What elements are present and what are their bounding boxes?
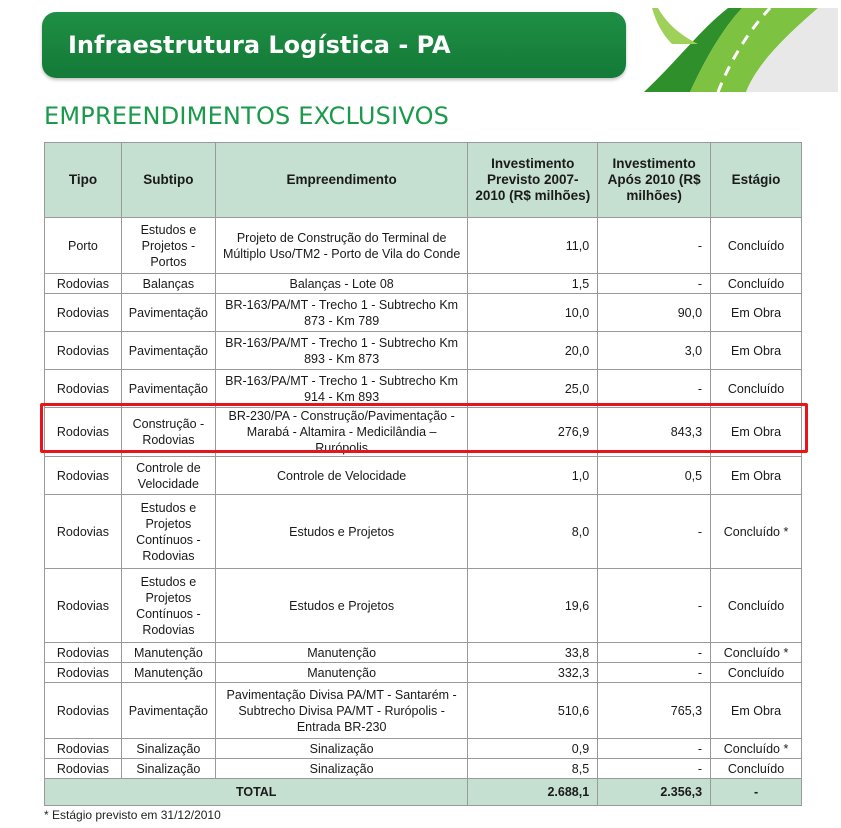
cell-estagio: Concluído *	[711, 739, 802, 759]
cell-tipo: Rodovias	[45, 370, 122, 408]
cell-investimento-apos: -	[598, 663, 711, 683]
section-title: EMPREENDIMENTOS EXCLUSIVOS	[44, 102, 450, 130]
cell-subtipo: Estudos e Projetos - Portos	[121, 218, 215, 274]
table-row	[45, 683, 802, 739]
cell-investimento-apos: -	[598, 495, 711, 569]
cell-investimento-previsto: 33,8	[468, 643, 598, 663]
cell-investimento-previsto: 8,5	[468, 759, 598, 779]
cell-estagio: Concluído	[711, 569, 802, 643]
cell-empreendimento: Pavimentação Divisa PA/MT - Santarém - Subtrecho Divisa PA/MT - Rurópolis - Entrada BR-230	[215, 683, 468, 739]
header-tipo: Tipo	[45, 143, 122, 218]
table-row	[45, 408, 802, 457]
cell-empreendimento: Controle de Velocidade	[215, 457, 468, 495]
cell-tipo: Rodovias	[45, 569, 122, 643]
total-previsto: 2.688,1	[468, 779, 598, 806]
cell-investimento-previsto: 332,3	[468, 663, 598, 683]
cell-subtipo: Balanças	[121, 274, 215, 294]
cell-tipo: Rodovias	[45, 759, 122, 779]
table-header-row	[45, 143, 802, 218]
cell-empreendimento: BR-163/PA/MT - Trecho 1 - Subtrecho Km 893 - Km 873	[215, 332, 468, 370]
cell-empreendimento: BR-163/PA/MT - Trecho 1 - Subtrecho Km 873 - Km 789	[215, 294, 468, 332]
cell-subtipo: Pavimentação	[121, 370, 215, 408]
table-row	[45, 495, 802, 569]
cell-estagio: Concluído	[711, 370, 802, 408]
cell-estagio: Em Obra	[711, 457, 802, 495]
cell-empreendimento: BR-230/PA - Construção/Pavimentação - Marabá - Altamira - Medicilândia – Rurópolis	[215, 408, 468, 457]
table-row	[45, 218, 802, 274]
cell-tipo: Rodovias	[45, 663, 122, 683]
cell-subtipo: Manutenção	[121, 663, 215, 683]
cell-investimento-apos: 765,3	[598, 683, 711, 739]
cell-investimento-previsto: 11,0	[468, 218, 598, 274]
cell-investimento-previsto: 10,0	[468, 294, 598, 332]
header-investimento-previsto: Investimento Previsto 2007-2010 (R$ milhões)	[468, 143, 598, 218]
cell-estagio: Concluído	[711, 663, 802, 683]
cell-subtipo: Manutenção	[121, 643, 215, 663]
table-row	[45, 663, 802, 683]
cell-investimento-previsto: 510,6	[468, 683, 598, 739]
table-row	[45, 569, 802, 643]
cell-subtipo: Pavimentação	[121, 683, 215, 739]
total-apos: 2.356,3	[598, 779, 711, 806]
cell-investimento-previsto: 276,9	[468, 408, 598, 457]
cell-empreendimento: BR-163/PA/MT - Trecho 1 - Subtrecho Km 914 - Km 893	[215, 370, 468, 408]
cell-investimento-apos: -	[598, 274, 711, 294]
cell-investimento-previsto: 1,0	[468, 457, 598, 495]
cell-investimento-previsto: 20,0	[468, 332, 598, 370]
header-subtipo: Subtipo	[121, 143, 215, 218]
cell-investimento-previsto: 25,0	[468, 370, 598, 408]
cell-investimento-apos: 3,0	[598, 332, 711, 370]
cell-tipo: Rodovias	[45, 274, 122, 294]
title-banner	[42, 12, 626, 78]
cell-investimento-apos: 843,3	[598, 408, 711, 457]
table-row	[45, 294, 802, 332]
cell-empreendimento: Estudos e Projetos	[215, 495, 468, 569]
header-empreendimento: Empreendimento	[215, 143, 468, 218]
cell-estagio: Concluído	[711, 759, 802, 779]
table-row	[45, 457, 802, 495]
table-row	[45, 370, 802, 408]
road-icon	[638, 0, 838, 92]
cell-subtipo: Pavimentação	[121, 332, 215, 370]
cell-empreendimento: Balanças - Lote 08	[215, 274, 468, 294]
cell-tipo: Porto	[45, 218, 122, 274]
footnote: * Estágio previsto em 31/12/2010	[44, 808, 221, 822]
cell-estagio: Concluído *	[711, 495, 802, 569]
cell-empreendimento: Estudos e Projetos	[215, 569, 468, 643]
cell-estagio: Em Obra	[711, 408, 802, 457]
cell-investimento-previsto: 1,5	[468, 274, 598, 294]
cell-empreendimento: Sinalização	[215, 739, 468, 759]
cell-investimento-apos: 90,0	[598, 294, 711, 332]
cell-tipo: Rodovias	[45, 643, 122, 663]
cell-investimento-previsto: 19,6	[468, 569, 598, 643]
cell-investimento-apos: -	[598, 370, 711, 408]
total-estagio: -	[711, 779, 802, 806]
cell-investimento-apos: -	[598, 739, 711, 759]
cell-investimento-previsto: 8,0	[468, 495, 598, 569]
cell-subtipo: Estudos e Projetos Contínuos - Rodovias	[121, 495, 215, 569]
cell-estagio: Em Obra	[711, 332, 802, 370]
page-title: Infraestrutura Logística - PA	[68, 31, 451, 59]
cell-estagio: Concluído	[711, 218, 802, 274]
cell-subtipo: Sinalização	[121, 739, 215, 759]
cell-tipo: Rodovias	[45, 332, 122, 370]
cell-tipo: Rodovias	[45, 495, 122, 569]
cell-empreendimento: Sinalização	[215, 759, 468, 779]
cell-subtipo: Sinalização	[121, 759, 215, 779]
cell-subtipo: Pavimentação	[121, 294, 215, 332]
cell-estagio: Em Obra	[711, 294, 802, 332]
cell-subtipo: Construção - Rodovias	[121, 408, 215, 457]
cell-estagio: Concluído	[711, 274, 802, 294]
table-total-row	[45, 779, 802, 806]
cell-investimento-apos: 0,5	[598, 457, 711, 495]
cell-tipo: Rodovias	[45, 457, 122, 495]
table-row	[45, 643, 802, 663]
cell-investimento-apos: -	[598, 759, 711, 779]
cell-empreendimento: Manutenção	[215, 643, 468, 663]
cell-investimento-apos: -	[598, 643, 711, 663]
cell-subtipo: Estudos e Projetos Contínuos - Rodovias	[121, 569, 215, 643]
cell-tipo: Rodovias	[45, 739, 122, 759]
cell-subtipo: Controle de Velocidade	[121, 457, 215, 495]
cell-investimento-apos: -	[598, 218, 711, 274]
table-row	[45, 739, 802, 759]
header-estagio: Estágio	[711, 143, 802, 218]
cell-investimento-apos: -	[598, 569, 711, 643]
cell-tipo: Rodovias	[45, 294, 122, 332]
cell-empreendimento: Projeto de Construção do Terminal de Múltiplo Uso/TM2 - Porto de Vila do Conde	[215, 218, 468, 274]
total-label: TOTAL	[45, 779, 468, 806]
cell-empreendimento: Manutenção	[215, 663, 468, 683]
cell-investimento-previsto: 0,9	[468, 739, 598, 759]
cell-estagio: Em Obra	[711, 683, 802, 739]
header-investimento-apos: Investimento Após 2010 (R$ milhões)	[598, 143, 711, 218]
cell-tipo: Rodovias	[45, 408, 122, 457]
cell-tipo: Rodovias	[45, 683, 122, 739]
investment-table	[44, 142, 802, 806]
table-row	[45, 274, 802, 294]
table-row	[45, 759, 802, 779]
table-row	[45, 332, 802, 370]
cell-estagio: Concluído *	[711, 643, 802, 663]
